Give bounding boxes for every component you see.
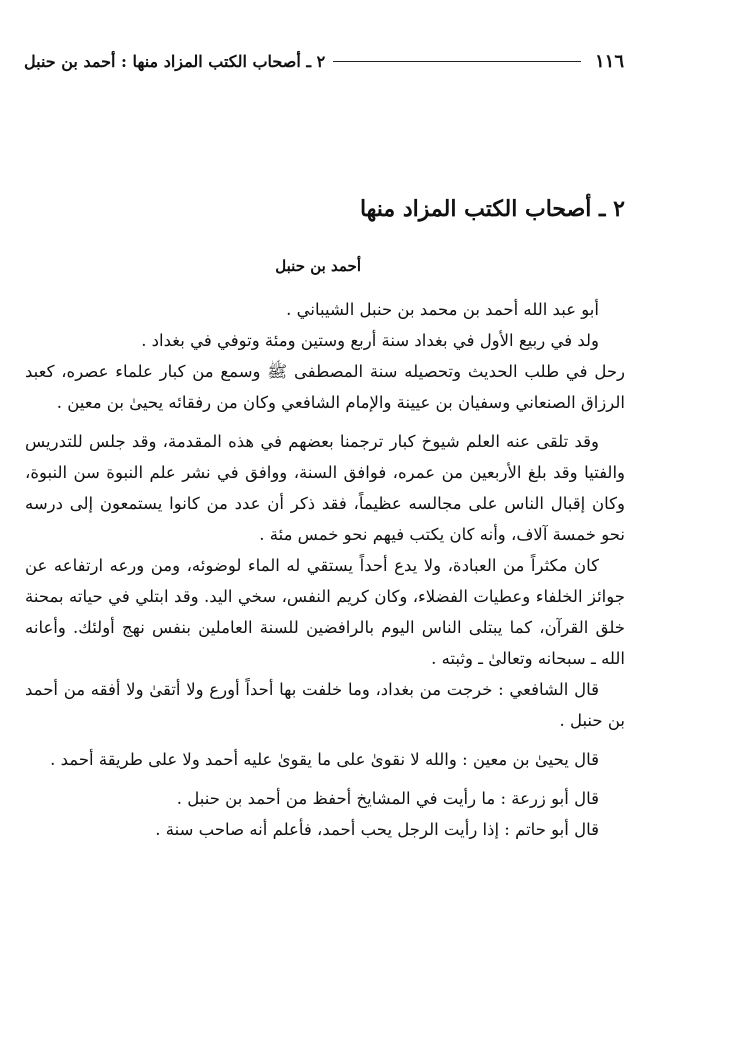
paragraph: قال يحيىٰ بن معين : والله لا نقوىٰ على ما يقوىٰ عليه أحمد ولا على طريقة أحمد . <box>50 750 599 769</box>
body-text <box>25 294 625 845</box>
subheading: أحمد بن حنبل <box>275 257 361 275</box>
paragraph: أبو عبد الله أحمد بن محمد بن حنبل الشيباني . <box>286 300 599 319</box>
running-header <box>24 46 624 76</box>
paragraph: قال أبو حاتم : إذا رأيت الرجل يحب أحمد، فأعلم أنه صاحب سنة . <box>155 820 599 839</box>
section-title: ٢ ـ أصحاب الكتب المزاد منها <box>359 196 625 222</box>
paragraph: وقد تلقى عنه العلم شيوخ كبار ترجمنا بعضهم في هذه المقدمة، وقد جلس للتدريس والفتيا وقد بلغ الأربعين من عمره، فوافق السنة، ووافق في نشر علم النبوة سن النبوة، وكان إقبال الناس على مجالسه عظيماً، فقد ذكر أن عدد من كانوا يستمعون إلى درسه نحو خمسة آلاف، وأنه كان يكتب فيهم نحو خمس مئة . <box>25 432 625 544</box>
paragraph: كان مكثراً من العبادة، ولا يدع أحداً يستقي له الماء لوضوئه، ومن ورعه ارتفاعه عن جوائز الخلفاء وعطيات الفضلاء، وكان كريم النفس، سخي اليد. وقد ابتلي في حياته بمحنة خلق القرآن، كما يبتلى الناس اليوم بالرافضين للسنة العاملين بنفس نهج أولئك. وأعانه الله ـ سبحانه وتعالىٰ ـ وثبته . <box>25 556 625 668</box>
paragraph: ولد في ربيع الأول في بغداد سنة أربع وستين ومئة وتوفي في بغداد . <box>141 331 599 350</box>
header-rule <box>333 61 581 62</box>
paragraph: قال الشافعي : خرجت من بغداد، وما خلفت بها أحداً أورع ولا أتقىٰ ولا أفقه من أحمد بن حنبل . <box>25 680 625 730</box>
paragraph: رحل في طلب الحديث وتحصيله سنة المصطفى ﷺ وسمع من كبار علماء عصره، كعبد الرزاق الصنعاني وسفيان بن عيينة والإمام الشافعي وكان من رفقائه يحيىٰ بن معين . <box>25 362 625 412</box>
page-number: ١١٦ <box>594 50 624 72</box>
running-title: ٢ ـ أصحاب الكتب المزاد منها : أحمد بن حنبل <box>24 51 326 71</box>
paragraph: قال أبو زرعة : ما رأيت في المشايخ أحفظ من أحمد بن حنبل . <box>176 789 599 808</box>
